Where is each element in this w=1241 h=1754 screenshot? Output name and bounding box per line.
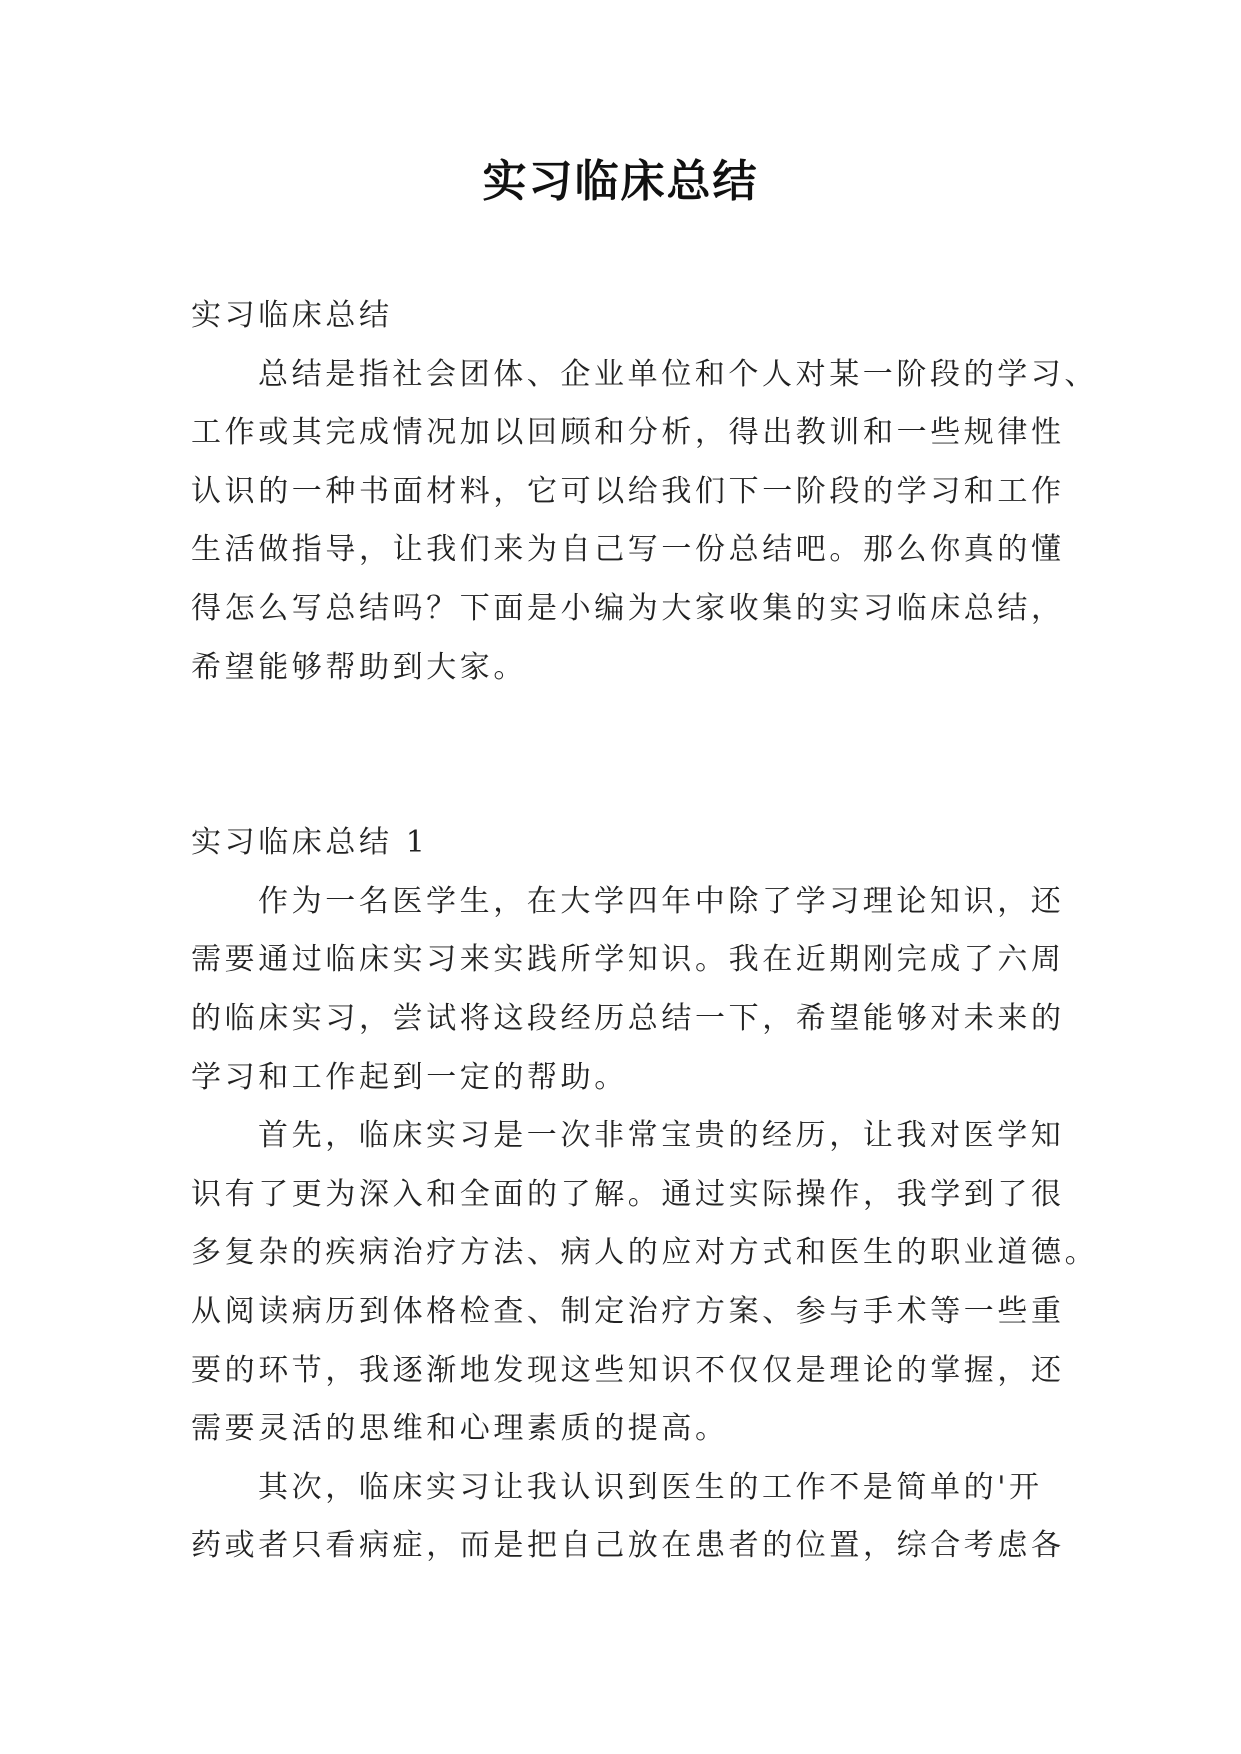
paragraph-line: 作为一名医学生，在大学四年中除了学习理论知识，还: [258, 883, 1065, 919]
intro-paragraph: [191, 346, 1098, 698]
paragraph-line: 多复杂的疾病治疗方法、病人的应对方式和医生的职业道德。: [191, 1235, 1099, 1271]
paragraph-line: 学习和工作起到一定的帮助。: [191, 1059, 628, 1095]
paragraph-line: 认识的一种书面材料，它可以给我们下一阶段的学习和工作: [191, 473, 1065, 509]
section-spacer: [191, 697, 1061, 814]
paragraph-line: 首先，临床实习是一次非常宝贵的经历，让我对医学知: [258, 1118, 1065, 1154]
section-heading: 实习临床总结 1: [191, 825, 429, 861]
paragraph-line: 得怎么写总结吗？下面是小编为大家收集的实习临床总结，: [191, 590, 1065, 626]
paragraph-line: 的临床实习，尝试将这段经历总结一下，希望能够对未来的: [191, 1000, 1065, 1036]
paragraph-line: 药或者只看病症，而是把自己放在患者的位置，综合考虑各: [191, 1528, 1065, 1564]
paragraph-line: 需要灵活的思维和心理素质的提高。: [191, 1411, 729, 1447]
paragraph-line: 从阅读病历到体格检查、制定治疗方案、参与手术等一些重: [191, 1293, 1065, 1329]
intro-heading: 实习临床总结: [191, 298, 393, 333]
section-paragraph: [191, 1107, 1099, 1459]
paragraph-line: 希望能够帮助到大家。: [191, 649, 527, 685]
paragraph-line: 识有了更为深入和全面的了解。通过实际操作，我学到了很: [191, 1176, 1065, 1212]
paragraph-line: 总结是指社会团体、企业单位和个人对某一阶段的学习、: [258, 356, 1098, 392]
paragraph-line: 工作或其完成情况加以回顾和分析，得出教训和一些规律性: [191, 415, 1065, 451]
paragraph-line: 需要通过临床实习来实践所学知识。我在近期刚完成了六周: [191, 942, 1065, 978]
document-title: 实习临床总结: [482, 156, 759, 207]
paragraph-line: 其次，临床实习让我认识到医生的工作不是简单的'开: [258, 1469, 1043, 1505]
section-paragraph: [191, 1459, 1065, 1576]
paragraph-line: 生活做指导，让我们来为自己写一份总结吧。那么你真的懂: [191, 532, 1065, 568]
section-paragraph: [191, 873, 1065, 1107]
paragraph-line: 要的环节，我逐渐地发现这些知识不仅仅是理论的掌握，还: [191, 1352, 1065, 1388]
document-body: [191, 287, 1099, 1576]
